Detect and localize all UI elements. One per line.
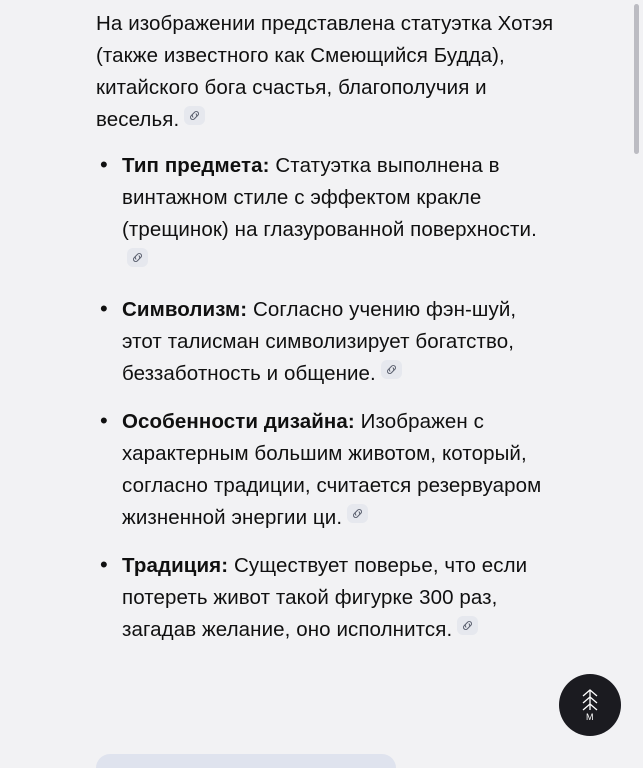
link-icon[interactable] [381,360,402,379]
scrollbar[interactable] [635,0,641,768]
link-icon[interactable] [184,106,205,125]
list-item [96,406,556,534]
svg-text:M: M [586,712,594,721]
alice-logo-icon[interactable] [559,674,621,736]
bullet-text: Согласно учению фэн-шуй, этот талисман символизирует богатство, беззаботность и общение. [122,298,517,385]
bullet-lead: Традиция: [122,554,229,577]
list-item [96,294,556,390]
intro-paragraph [96,8,556,136]
bullet-lead: Тип предмета: [122,154,270,177]
input-bar[interactable] [96,754,396,768]
bullet-lead: Особенности дизайна: [122,410,355,433]
bullet-lead: Символизм: [122,298,248,321]
answer-bullet-list [96,150,556,646]
link-icon[interactable] [127,248,148,267]
link-icon[interactable] [457,616,478,635]
left-margin [0,0,96,768]
intro-text: На изображении представлена статуэтка Хотэя (также известного как Смеющийся Будда), китайского бога счастья, благополучия и веселья. [96,12,554,131]
list-item [96,150,556,278]
list-item [96,550,556,646]
scrollbar-thumb[interactable] [634,4,639,154]
answer-content [96,0,556,662]
bullet-text: Изображен с характерным большим животом, который, согласно традиции, считается резервуаром жизненной энергии ци. [122,410,542,529]
bullet-text: Существует поверье, что если потереть живот такой фигурке 300 раз, загадав желание, оно исполнится. [122,554,528,641]
bullet-text: Статуэтка выполнена в винтажном стиле с эффектом кракле (трещинок) на глазурованной поверхности. [122,154,537,241]
alice-glyph [575,687,605,723]
link-icon[interactable] [347,504,368,523]
